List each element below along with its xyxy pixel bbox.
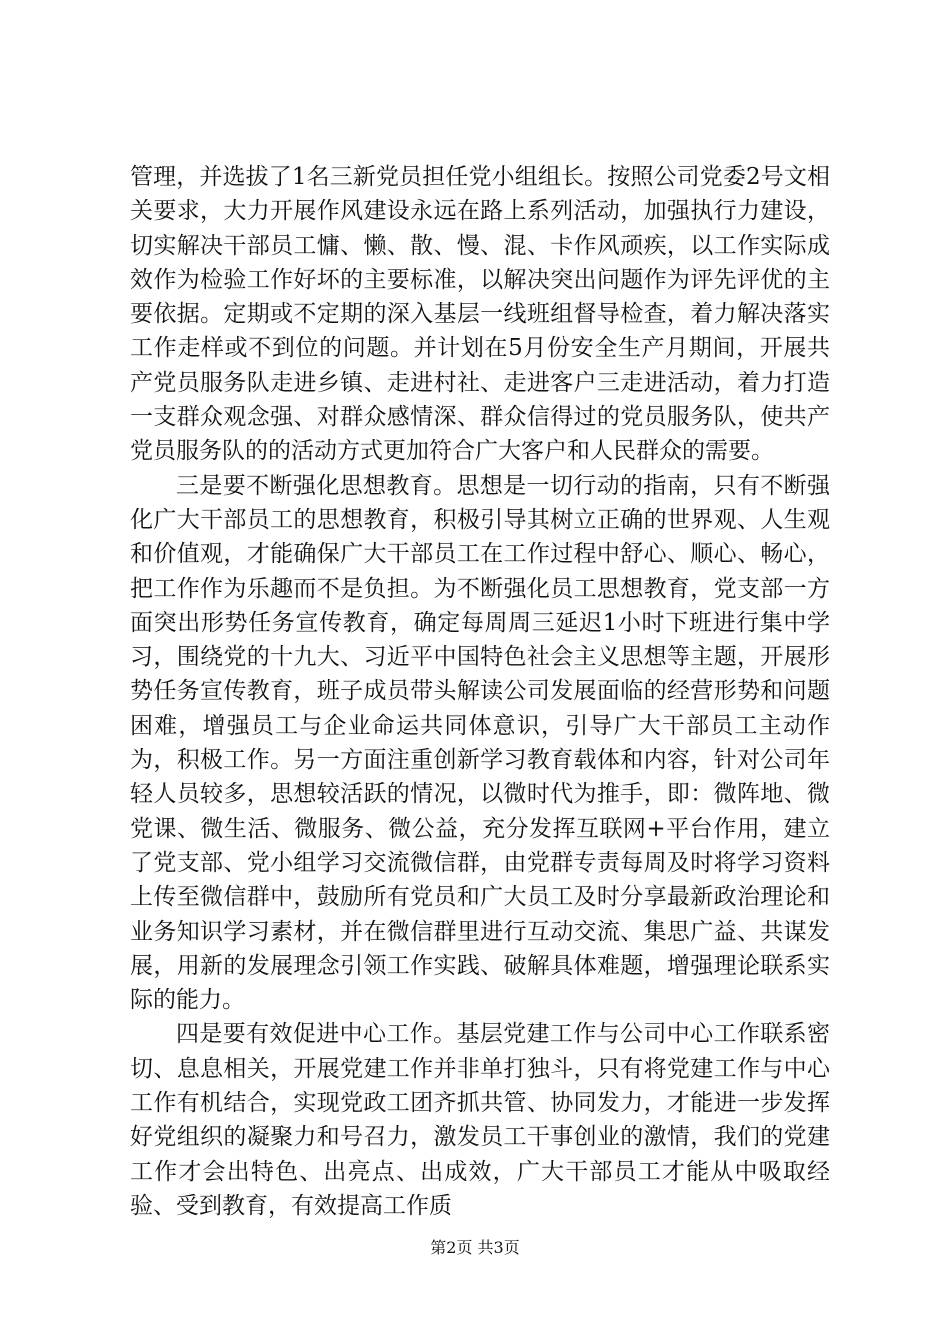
document-body bbox=[130, 160, 830, 1223]
paragraph-2: 三是要不断强化思想教育。思想是一切行动的指南，只有不断强化广大干部员工的思想教育，积极引导其树立正确的世界观、人生观和价值观，才能确保广大干部员工在工作过程中舒心、顺心、畅心，把工作作为乐趣而不是负担。为不断强化员工思想教育，党支部一方面突出形势任务宣传教育，确定每周周三延迟1小时下班进行集中学习，围绕党的十九大、习近平中国特色社会主义思想等主题，开展形势任务宣传教育，班子成员带头解读公司发展面临的经营形势和问题困难，增强员工与企业命运共同体意识，引导广大干部员工主动作为，积极工作。另一方面注重创新学习教育载体和内容，针对公司年轻人员较多，思想较活跃的情况，以微时代为推手，即：微阵地、微党课、微生活、微服务、微公益，充分发挥互联网+平台作用，建立了党支部、党小组学习交流微信群，由党群专责每周及时将学习资料上传至微信群中，鼓励所有党员和广大员工及时分享最新政治理论和业务知识学习素材，并在微信群里进行互动交流、集思广益、共谋发展，用新的发展理念引领工作实践、破解具体难题，增强理论联系实际的能力。 bbox=[130, 472, 830, 1014]
paragraph-1: 管理，并选拔了1名三新党员担任党小组组长。按照公司党委2号文相关要求，大力开展作风建设永远在路上系列活动，加强执行力建设，切实解决干部员工慵、懒、散、慢、混、卡作风顽疾，以工作实际成效作为检验工作好坏的主要标准，以解决突出问题作为评先评优的主要依据。定期或不定期的深入基层一线班组督导检查，着力解决落实工作走样或不到位的问题。并计划在5月份安全生产月期间，开展共产党员服务队走进乡镇、走进村社、走进客户三走进活动，着力打造一支群众观念强、对群众感情深、群众信得过的党员服务队，使共产党员服务队的的活动方式更加符合广大客户和人民群众的需要。 bbox=[130, 164, 830, 465]
page-number-footer: 第2页 共3页 bbox=[430, 1238, 520, 1257]
paragraph-3: 四是要有效促进中心工作。基层党建工作与公司中心工作联系密切、息息相关，开展党建工作并非单打独斗，只有将党建工作与中心工作有机结合，实现党政工团齐抓共管、协同发力，才能进一步发挥好党组织的凝聚力和号召力，激发员工干事创业的激情，我们的党建工作才会出特色、出亮点、出成效，广大干部员工才能从中吸取经验、受到教育，有效提高工作质 bbox=[130, 1021, 830, 1219]
